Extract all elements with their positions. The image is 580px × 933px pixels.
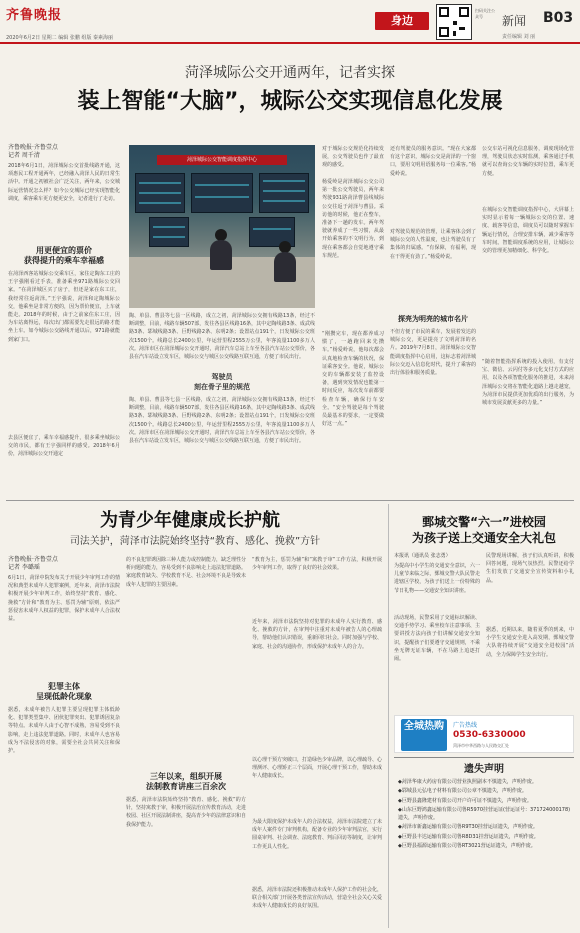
second-col2-sub: 三年以来，组织开展 法制教育讲座三百余次 bbox=[146, 772, 226, 791]
masthead-rule bbox=[0, 42, 580, 44]
ad-address: 菏泽市中华西路与人民路交汇处 bbox=[453, 743, 509, 748]
third-col1-p2: 活动现场，民警采用了交通标识解读、交通手势学习、乘坐校车注意事项、主要讲授方法向孩子们讲解交通安全知识，提醒孩子们要遵守交通规则，不乘坐无牌无证车辆，不在马路上追逐打闹。 bbox=[394, 615, 480, 663]
third-headline: 鄄城交警“六一”进校园 为孩子送上交通安全大礼包 bbox=[411, 515, 556, 545]
editor-line: 责任编辑 刘 丽 bbox=[502, 34, 536, 40]
lead-col4-p3: 不但方便了市民的乘车，发展着发达的城际公交，更是提亮了文明菏泽的名片。2019年7月8日，菏泽城际公交智能调度指挥中心启用，这标志着菏泽城际公交迈入信息化时代，提升了乘客的出行体验和服务质量。 bbox=[390, 329, 476, 377]
second-col1-p2: 据悉，未成年被告人犯罪主要呈现犯罪主体低龄化、犯罪类型集中、团伙犯罪突出、犯罪诱因复杂等特点。未成年人由于心智不成熟，容易受到不良影响，走上违法犯罪道路。同时，未成年人也容易成为不法侵害的对象，需要全社会共同关注和保护。 bbox=[8, 707, 120, 755]
second-col4-p1: 为最大限度保护未成年人的合法权益，菏泽市法院建立了未成年人案件专门审判机构，配备专业的少年审判法官，实行圆桌审判、社会调查、法庭教育、判后回访等制度，让审判工作更具人性化。 bbox=[252, 819, 382, 850]
qr-note: 扫码关注公众号 bbox=[475, 8, 495, 19]
lead-col2-extra: 陶、单县、曹县等七县一区线路，成立之初，菏泽城际公交拥有线路13条，经过不断调整，目前，线路车辆507部，发往各县区线路16条，其中定陶线路3条、成武线路3条、郓城线路3条、巨野线路2条、东明2条；设置站点191个，日发城际公交班次1500个。线路总长2400公里，年运营里程2555万公里，年客流量1100多万人次。菏泽市区在菏泽城际公交开通时，菏泽汽车总站上车至各县汽车站公交票价，各县在汽车站设立发车区，城际公交与城区公交线路互联互通，方便了市民出行。 bbox=[129, 397, 315, 445]
third-byline: 本报讯（通讯员 张志勇） bbox=[394, 553, 451, 559]
lead-headline: 装上智能“大脑”，城际公交实现信息化发展 bbox=[77, 89, 503, 114]
notice-item: ◆郓城县元弘电子材料有限公司公章不慎遗失，声明作废。 bbox=[398, 788, 527, 795]
masthead bbox=[0, 0, 580, 42]
lead-col3-p2: 杨爱岭是菏泽城际公交公司第一批公交驾驶员，两年来驾驶931路菏泽曹县线城际公交往返于菏泽与曹县。采访他的时候，他正在整车，准备下一趟的发车。两年驾驶就养成了一些习惯，从最开始乘客的不文明行为，到现在乘客都会自觉地遵守乘车规范。 bbox=[322, 179, 384, 259]
second-col4-p2: 据悉，菏泽市法院还积极推动未成年人保护工作的社会化，联合相关部门开展各类普法宣传活动，营造全社会关心关爱未成年人健康成长的良好氛围。 bbox=[252, 887, 382, 910]
third-col2-p1: 民警现场讲解，孩子们认真听讲，积极回答问题，现场气氛热烈。民警还给学生们发放了交通安全宣传资料和小礼品。 bbox=[486, 553, 574, 584]
lead-col2-p1: 陶、单县、曹县等七县一区线路，成立之初，菏泽城际公交拥有线路13条，经过不断调整，目前，线路车辆507部，发往各县区线路16条，其中定陶线路3条、成武线路3条、郓城线路3条、巨野线路2条、东明2条；设置站点191个，日发城际公交班次1500个。线路总长2400公里，年运营里程2555万公里，年客流量1100多万人次。菏泽市区在菏泽城际公交开通时，菏泽汽车总站上车至各县汽车站公交票价，各县在汽车站设立发车区，城际公交与城区公交线路互联互通，方便了市民出行。 bbox=[129, 313, 315, 361]
second-col3-p2: 近年来，菏泽市法院坚持对犯罪的未成年人实行教育、感化、挽救的方针，在审判中注重对未成年被告人的心理疏导，帮助他们认识错误，重新回归社会。同时加强与学校、家庭、社会的沟通协作，形成保护未成年人的合力。 bbox=[252, 619, 382, 650]
lead-subhead: 菏泽城际公交开通两年，记者实探 bbox=[185, 65, 395, 81]
lead-col1-p3: 去县区便宜了，乘车幸福感提升，很多乘坐城际公交的市民，都有王宇强同样的感受。2018年6月份，菏泽城际公交开通定 bbox=[8, 435, 120, 458]
lead-col4-p1: 还有驾驶员的服务意识。“现在大家都有这个意识，城际公交是菏泽的一个窗口，要用文明用语服务每一位乘客。”杨爱岭说。 bbox=[390, 146, 476, 177]
ad-phone: 0530-6330000 bbox=[453, 730, 526, 740]
second-subhead: 司法关护，菏泽市法院始终坚持“教育、感化、挽救”方针 bbox=[69, 536, 321, 547]
lead-col1-sub: 用更便宜的票价 获得提升的乘车幸福感 bbox=[24, 246, 104, 265]
lead-byline: 齐鲁晚报·齐鲁壹点 记者 周千清 bbox=[8, 144, 58, 159]
section-tag: 身边 bbox=[375, 12, 429, 30]
dispatch-center-photo: 菏泽城际公交智能调度指挥中心 bbox=[129, 145, 315, 308]
notice-title: 遗失声明 bbox=[464, 764, 504, 775]
notice-item: ◆菏泽华康大药房有限公司营业执照副本不慎遗失，声明作废。 bbox=[398, 779, 537, 785]
page-number: B03 bbox=[543, 10, 574, 26]
lead-col5-p1: 公交车站可视化信息服务，调度现场化管理，驾驶员状态实时监测，乘客通过手机就可以查询公交车辆的实时位置，乘车更方便。 bbox=[482, 146, 574, 177]
lead-col1-p1: 2018年6月1日，菏泽城际公交首批线路开通，这项惠民工程开通两年，已经融入菏泽人民的日常生活中。开通之初被社会广泛关注，两年来，公交城际运营情况怎么样？如今公交城际已经实现智能化调度，乘客乘车更方便更安全，记者进行了走访。 bbox=[8, 163, 120, 202]
notice-item: ◆巨野县丰达运输有限公司鲁R8D31挂营运证遗失，声明作废。 bbox=[398, 833, 539, 840]
dateline: 2020年6月2日 星期二 编辑 张鹏 组版 秦素海丽 bbox=[6, 35, 114, 41]
lead-col5-p3: “随着智能指挥系统的投入使用，有支付宝、微信、云闪付等多元化支付方式的应用，以及各项智能化服务的推进，未来菏泽城际公交将在智能化道路上越走越宽，为菏泽市民提供更加优质的出行服务，为城市发展贡献更多的力量。” bbox=[482, 359, 574, 407]
newspaper-logo: 齐鲁晚报 bbox=[6, 8, 63, 23]
notice-rule bbox=[394, 757, 574, 758]
lead-col5-p2: 在城际公交智能调度指挥中心，大屏幕上实时显示着每一辆城际公交的位置、速度、载客等信息，调度员可以随时掌握车辆运行情况，合理安排车辆，减少乘客等车时间。智能调度系统的应用，让城际公交的管理更加精细化、科学化。 bbox=[482, 207, 574, 255]
lead-col4-p2: 对驾驶员规范的管理，让乘客体会到了城际公交的人性温度，也让驾驶员有了集体的归属感。“有保障，有福利，现在干得更有劲了。”杨爱岭说。 bbox=[390, 229, 476, 260]
advertisement-banner[interactable] bbox=[394, 715, 574, 753]
third-col2-p2: 据悉，近期以来，随着夏季的到来，中小学生交通安全进入高发期，鄄城交警大队将持续开展“交通安全进校园”活动，全力保障学生安全出行。 bbox=[486, 627, 574, 658]
notice-item: ◆菏泽市新鑫运输有限公司鲁R9T30挂营运证遗失，声明作废。 bbox=[398, 824, 538, 831]
second-col1-sub: 犯罪主体 呈现低龄化现象 bbox=[36, 682, 92, 701]
third-col1-p1: 为提高中小学生的交通安全意识，六一儿童节来临之际，鄄城交警大队民警走进辖区学校，为孩子们送上一份特殊的节日礼物——交通安全知识讲座。 bbox=[394, 563, 480, 594]
lead-col4-sub: 探亮为明亮的城市名片 bbox=[398, 315, 468, 323]
second-col2-p1: 的不良犯罪诱因除三种人能力或控制能力，缺乏理性分析问题的能力，容易受到不良影响走上违法犯罪道路。家庭教育缺失、学校教育不足、社会环境不良是导致未成年人犯罪的主要因素。 bbox=[126, 557, 246, 588]
notice-item: ◆巨野县福源运输有限公司鲁RT3021营运证遗失，声明作废。 bbox=[398, 843, 536, 850]
second-col3-p3: 以心理干预方突破口，打造绿色少审品牌，以心理疏导、心理测评、心理矫正三个层面，开展心理干预工作，帮助未成年人健康成长。 bbox=[252, 757, 382, 780]
notice-list bbox=[398, 778, 572, 851]
lead-col3-p1: 对于城际公交规范化持续发展，公交驾驶员也作了最直观的感受。 bbox=[322, 146, 384, 169]
second-col2-p2: 据悉，菏泽市法院始终坚持“教育、感化、挽救”的方针，坚持寓教于审，积极开展法治宣传教育活动，走进校园、社区开展法制讲座，提高青少年的法律意识和自我保护能力。 bbox=[126, 797, 246, 828]
notice-item: ◆巨野县鑫隆建材有限公司开户许可证不慎遗失，声明作废。 bbox=[398, 797, 532, 804]
photo-caption: 驾驶员 刻在骨子里的规范 bbox=[194, 373, 250, 391]
qr-code-icon bbox=[436, 4, 472, 40]
lead-col1-p2: 在菏泽西客站城际公交乘车区，家住定陶东工庄的王宇强刚看过手表，准备乘坐971路城际公交回家。“在菏泽城区买了房子，但还是家在东工庄，我经常往返菏泽。”王宇强说，菏泽和定陶城际公交，他乘坐是非常方便的，因为票价便宜，上车就能走。2018年的时候，由于之前家住东工庄，因为车站离得远，每次出门都需要先走很远的路才能坐上车。如今城际公交路线开通以后，971路就能到家门口。 bbox=[8, 271, 120, 343]
second-headline: 为青少年健康成长护航 bbox=[100, 510, 280, 531]
column-divider bbox=[388, 504, 389, 928]
ad-brand: 全城热购 bbox=[401, 719, 447, 751]
lead-col3-p3: “刚攒完车，现在都养成习惯了，一趟跑回来先攒车。”杨爱岭说，他每次都会认真地检查车辆的状况，保证乘客安全。他说，城际公交的车辆都安装了监控设备，遇到突发情况也能第一时间反应，每次发车前都要检查车辆，确保行车安全。“安全驾驶是每个驾驶员最基本的要求，一定要做好这一点。” bbox=[322, 331, 384, 428]
second-col1-p1: 6月1日，菏泽中院发布关于开展少年审判工作的情况和典型未成年人犯罪案例，近年来，菏泽市法院积极开展少年审判工作，始终坚持“教育、感化、挽救”方针和“教育为主、惩罚为辅”原则，依法严惩侵害未成年人权益的犯罪，保护未成年人合法权益。 bbox=[8, 575, 120, 623]
section-divider bbox=[6, 500, 574, 501]
second-byline: 齐鲁晚报·齐鲁壹点 记者 李璐瑶 bbox=[8, 556, 58, 571]
section-name: 新闻 bbox=[502, 14, 527, 28]
ad-hotline-label: 广告热线 bbox=[453, 722, 478, 729]
second-col3-p1: “教育为主，惩罚为辅”和“寓教于审”工作方法，积极开展少年审判工作，取得了良好的社会效果。 bbox=[252, 557, 382, 572]
notice-item: ◆山东巨野鸿鑫运输有限公司鲁R5970挂营运证(营运证号：371724000178)遗失，声明作废。 bbox=[398, 806, 571, 822]
